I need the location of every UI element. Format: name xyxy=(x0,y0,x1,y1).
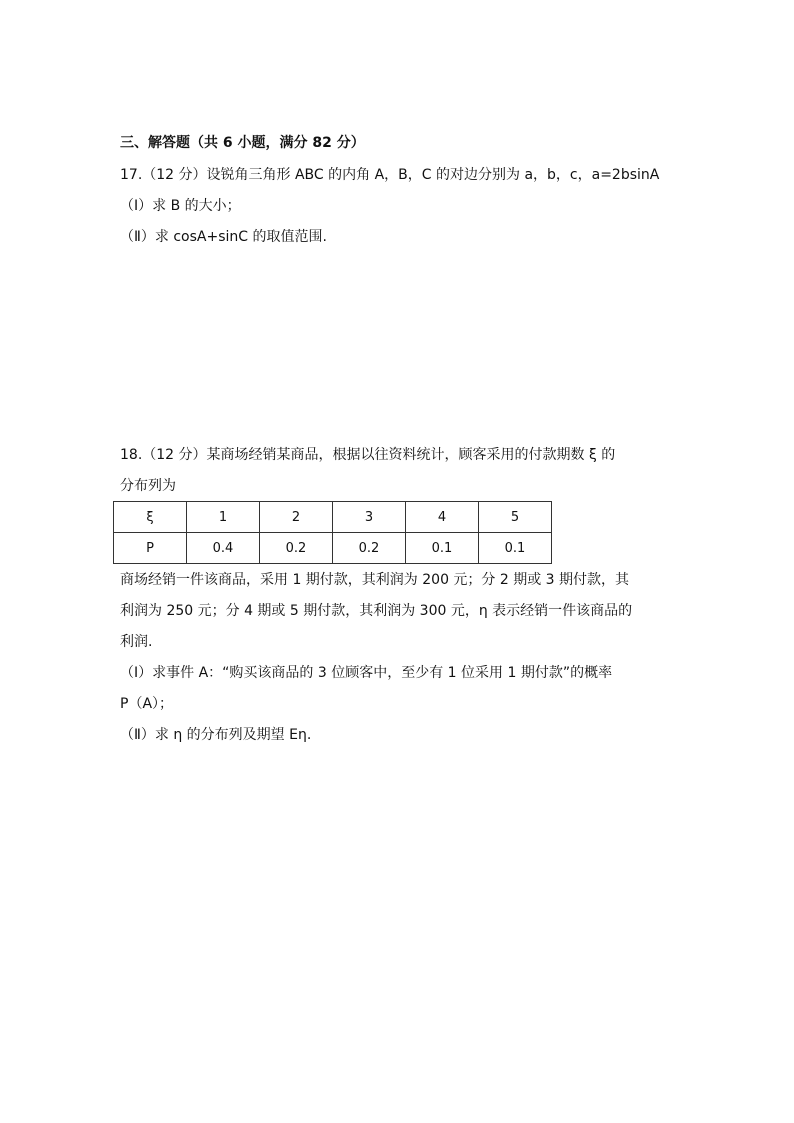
q18-stem-line2: 分布列为 xyxy=(120,478,176,494)
q18-body-line3: 利润. xyxy=(120,634,153,650)
q18-part2: （Ⅱ）求 η 的分布列及期望 Eη. xyxy=(120,727,312,743)
section-heading: 三、解答题（共 6 小题，满分 82 分） xyxy=(120,135,365,151)
q18-part1-line1: （Ⅰ）求事件 A：“购买该商品的 3 位顾客中，至少有 1 位采用 1 期付款”的概率 xyxy=(120,665,613,681)
table-cell: 4 xyxy=(406,502,479,533)
q17-part1: （Ⅰ）求 B 的大小； xyxy=(120,198,241,214)
distribution-table xyxy=(113,501,552,564)
table-row-probability xyxy=(114,533,552,564)
table-cell: 1 xyxy=(187,502,260,533)
q18-part1-line2: P（A）； xyxy=(120,696,174,712)
q18-body-line1: 商场经销一件该商品，采用 1 期付款，其利润为 200 元；分 2 期或 3 期付款，其 xyxy=(120,572,630,588)
q18-body-line2: 利润为 250 元；分 4 期或 5 期付款，其利润为 300 元，η 表示经销一件该商品的 xyxy=(120,603,633,619)
table-cell: 2 xyxy=(260,502,333,533)
table-cell: P xyxy=(114,533,187,564)
table-cell: ξ xyxy=(114,502,187,533)
q17-stem: 17.（12 分）设锐角三角形 ABC 的内角 A，B，C 的对边分别为 a，b，c，a=2bsinA xyxy=(120,167,660,183)
table-cell: 0.1 xyxy=(479,533,552,564)
table-cell: 5 xyxy=(479,502,552,533)
table-cell: 3 xyxy=(333,502,406,533)
table-cell: 0.1 xyxy=(406,533,479,564)
table-row-header xyxy=(114,502,552,533)
table-cell: 0.2 xyxy=(260,533,333,564)
q18-stem-line1: 18.（12 分）某商场经销某商品，根据以往资料统计，顾客采用的付款期数 ξ 的 xyxy=(120,447,616,463)
table-cell: 0.4 xyxy=(187,533,260,564)
q17-part2: （Ⅱ）求 cosA+sinC 的取值范围. xyxy=(120,229,327,245)
table-cell: 0.2 xyxy=(333,533,406,564)
